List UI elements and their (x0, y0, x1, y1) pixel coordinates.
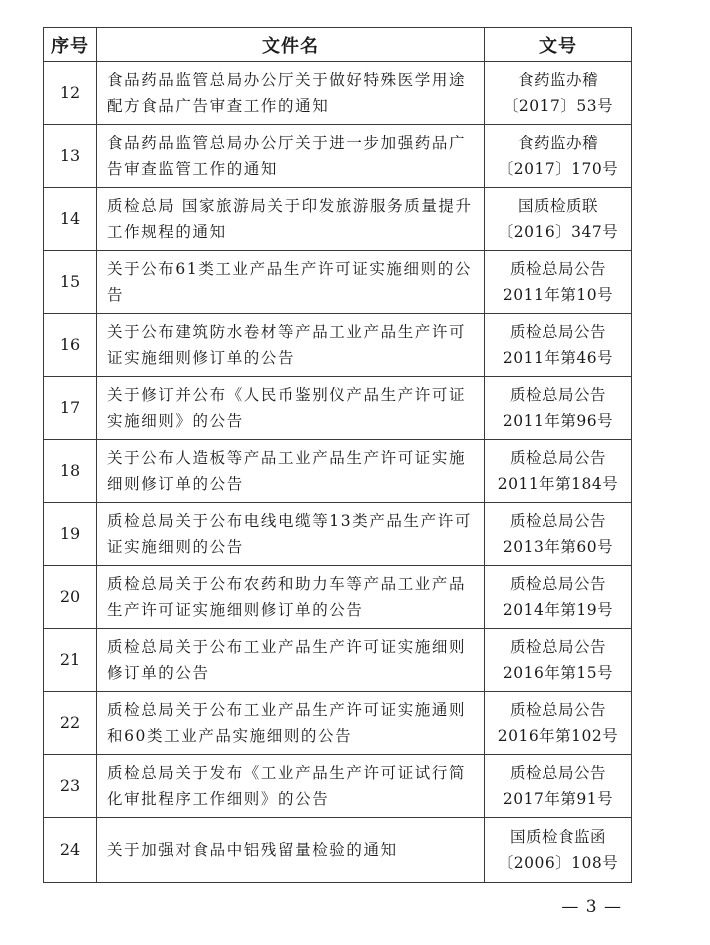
table-row (44, 440, 632, 503)
row-document-name: 关于公布建筑防水卷材等产品工业产品生产许可证实施细则修订单的公告 (97, 314, 485, 377)
reference-number: 2011年第184号 (497, 475, 619, 493)
row-document-reference (485, 251, 632, 314)
row-serial-number: 18 (44, 440, 97, 503)
table-row (44, 503, 632, 566)
row-serial-number: 17 (44, 377, 97, 440)
reference-number: 2017年第91号 (502, 790, 614, 808)
row-serial-number: 14 (44, 188, 97, 251)
row-document-name: 食品药品监管总局办公厅关于进一步加强药品广告审查监管工作的通知 (97, 125, 485, 188)
row-document-reference (485, 755, 632, 818)
reference-number: 〔2017〕53号 (502, 97, 614, 115)
reference-issuer: 质检总局公告 (509, 764, 606, 782)
table-row (44, 314, 632, 377)
row-document-reference (485, 377, 632, 440)
reference-number: 2016年第102号 (497, 727, 619, 745)
reference-issuer: 质检总局公告 (509, 323, 606, 341)
row-document-reference (485, 125, 632, 188)
table-row (44, 251, 632, 314)
table-row (44, 377, 632, 440)
row-document-reference (485, 314, 632, 377)
row-serial-number: 19 (44, 503, 97, 566)
table-row (44, 188, 632, 251)
table-row (44, 566, 632, 629)
reference-number: 〔2017〕170号 (497, 160, 619, 178)
table-row (44, 125, 632, 188)
row-document-reference (485, 188, 632, 251)
header-serial-number: 序号 (44, 28, 97, 62)
table-body (44, 62, 632, 883)
row-document-reference (485, 629, 632, 692)
header-document-name: 文件名 (97, 28, 485, 62)
row-document-reference (485, 818, 632, 883)
reference-issuer: 质检总局公告 (509, 260, 606, 278)
row-document-name: 质检总局关于发布《工业产品生产许可证试行简化审批程序工作细则》的公告 (97, 755, 485, 818)
row-document-name: 质检总局关于公布工业产品生产许可证实施细则修订单的公告 (97, 629, 485, 692)
reference-issuer: 质检总局公告 (509, 701, 606, 719)
row-document-reference (485, 566, 632, 629)
row-serial-number: 22 (44, 692, 97, 755)
row-serial-number: 12 (44, 62, 97, 125)
row-serial-number: 24 (44, 818, 97, 883)
table-row (44, 62, 632, 125)
reference-issuer: 质检总局公告 (509, 575, 606, 593)
row-document-name: 食品药品监管总局办公厅关于做好特殊医学用途配方食品广告审查工作的通知 (97, 62, 485, 125)
reference-issuer: 食药监办稽 (517, 71, 598, 89)
row-serial-number: 16 (44, 314, 97, 377)
row-document-name: 关于加强对食品中铝残留量检验的通知 (97, 818, 485, 883)
row-document-reference (485, 692, 632, 755)
reference-issuer: 质检总局公告 (509, 638, 606, 656)
row-serial-number: 20 (44, 566, 97, 629)
reference-number: 2011年第96号 (502, 412, 614, 430)
reference-issuer: 国质检质联 (517, 197, 598, 215)
row-serial-number: 15 (44, 251, 97, 314)
table-header-row (44, 28, 632, 62)
table-row (44, 755, 632, 818)
row-document-name: 关于公布61类工业产品生产许可证实施细则的公告 (97, 251, 485, 314)
row-serial-number: 13 (44, 125, 97, 188)
reference-issuer: 食药监办稽 (517, 134, 598, 152)
reference-issuer: 质检总局公告 (509, 449, 606, 467)
row-document-reference (485, 503, 632, 566)
row-document-reference (485, 440, 632, 503)
header-document-reference: 文号 (485, 28, 632, 62)
row-serial-number: 23 (44, 755, 97, 818)
row-document-name: 质检总局关于公布农药和助力车等产品工业产品生产许可证实施细则修订单的公告 (97, 566, 485, 629)
row-document-name: 关于修订并公布《人民币鉴别仪产品生产许可证实施细则》的公告 (97, 377, 485, 440)
table-row (44, 818, 632, 883)
page-number: — 3 — (561, 897, 622, 917)
row-document-name: 质检总局关于公布电线电缆等13类产品生产许可证实施细则的公告 (97, 503, 485, 566)
reference-number: 2014年第19号 (502, 601, 614, 619)
reference-issuer: 国质检食监函 (509, 828, 606, 846)
row-document-name: 关于公布人造板等产品工业产品生产许可证实施细则修订单的公告 (97, 440, 485, 503)
document-list-table (43, 27, 632, 883)
row-document-name: 质检总局 国家旅游局关于印发旅游服务质量提升工作规程的通知 (97, 188, 485, 251)
row-serial-number: 21 (44, 629, 97, 692)
reference-number: 2013年第60号 (502, 538, 614, 556)
row-document-reference (485, 62, 632, 125)
reference-number: 〔2006〕108号 (497, 854, 619, 872)
reference-number: 2011年第46号 (502, 349, 614, 367)
reference-issuer: 质检总局公告 (509, 512, 606, 530)
reference-number: 2011年第10号 (502, 286, 614, 304)
reference-number: 2016年第15号 (502, 664, 614, 682)
table-row (44, 692, 632, 755)
table-row (44, 629, 632, 692)
reference-issuer: 质检总局公告 (509, 386, 606, 404)
row-document-name: 质检总局关于公布工业产品生产许可证实施通则和60类工业产品实施细则的公告 (97, 692, 485, 755)
reference-number: 〔2016〕347号 (497, 223, 619, 241)
